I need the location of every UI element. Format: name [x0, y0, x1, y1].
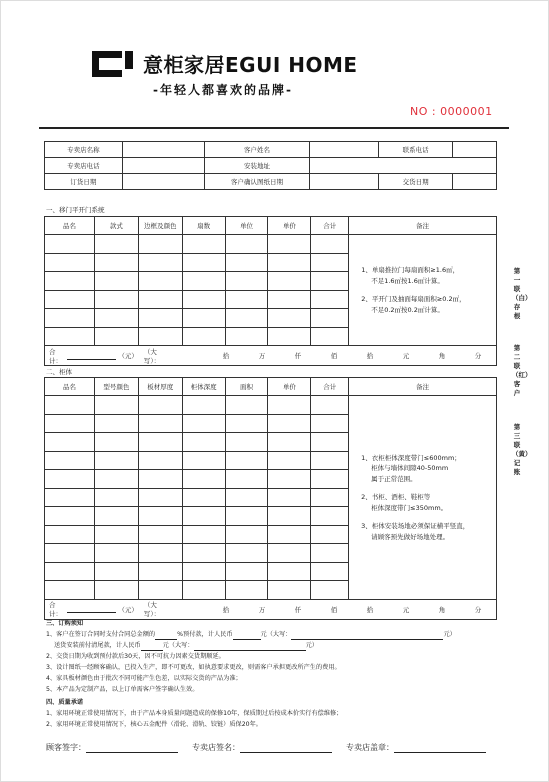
total-unit-label: 分 — [474, 352, 482, 360]
total-unit-label: 拾 — [366, 605, 374, 614]
column-header: 单位 — [225, 217, 268, 235]
drawing-date-label: 客户确认图纸日期 — [204, 174, 310, 190]
table-cell[interactable] — [311, 272, 349, 291]
delivery-date-label: 交货日期 — [379, 174, 453, 190]
table-cell[interactable] — [225, 451, 268, 470]
column-header: 合计 — [311, 217, 349, 235]
total-unit-label: 元 — [402, 605, 410, 614]
table-cell[interactable] — [94, 525, 138, 544]
table-cell[interactable] — [182, 414, 225, 433]
table-cell[interactable] — [268, 451, 311, 470]
term-1-text: 元） — [443, 631, 456, 638]
column-header: 扇数 — [182, 217, 225, 235]
address-label: 安装地址 — [204, 158, 310, 174]
term-3: 3、设计图纸一经顾客确认，已投入生产，即不可更改，如执意要求更改，则需客户承担更改所产生的费用。 — [46, 664, 341, 671]
table-cell[interactable] — [94, 544, 138, 563]
total-yuan-label: （元） — [118, 352, 138, 360]
cabinet-table — [44, 377, 497, 620]
balance-amount-field[interactable] — [141, 643, 163, 651]
table-cell[interactable] — [268, 544, 311, 563]
column-header: 边框及颜色 — [138, 217, 182, 235]
table-cell[interactable] — [268, 235, 311, 254]
table-cell[interactable] — [94, 290, 138, 309]
table-cell[interactable] — [138, 414, 182, 433]
table-cell[interactable] — [268, 253, 311, 272]
term-1-cont — [46, 640, 456, 651]
table-cell[interactable] — [268, 414, 311, 433]
store-seal-field[interactable] — [394, 743, 486, 753]
customer-info-table — [44, 141, 497, 190]
table-row — [45, 235, 497, 254]
table-cell[interactable] — [45, 470, 95, 489]
table-row — [45, 396, 497, 415]
table-cell[interactable] — [182, 309, 225, 328]
total-units — [208, 605, 496, 614]
table-cell[interactable] — [311, 433, 349, 452]
table-cell[interactable] — [268, 433, 311, 452]
table-cell[interactable] — [225, 525, 268, 544]
table-cell[interactable] — [45, 414, 95, 433]
table-cell[interactable] — [225, 544, 268, 563]
info-row — [45, 174, 497, 190]
table-cell[interactable] — [311, 562, 349, 581]
info-row — [45, 142, 497, 158]
table-cell[interactable] — [268, 396, 311, 415]
table-cell[interactable] — [182, 562, 225, 581]
total-row — [45, 346, 497, 366]
table-cell[interactable] — [138, 433, 182, 452]
quality-1: 1、家用环境正常使用情况下，由于产品本身质量问题造成的保修10年，保质期过后按成本价实行有偿维修； — [46, 710, 343, 717]
table-cell[interactable] — [268, 470, 311, 489]
table-cell[interactable] — [94, 470, 138, 489]
customer-name-label: 客户姓名 — [204, 142, 310, 158]
table-cell[interactable] — [311, 290, 349, 309]
total-cell — [45, 599, 497, 619]
side-label-customer: 第二联（红）客户 — [512, 344, 532, 397]
total-unit-label: 仟 — [294, 352, 302, 360]
header-divider — [39, 127, 509, 129]
table-cell[interactable] — [138, 309, 182, 328]
table-cell[interactable] — [138, 327, 182, 346]
customer-name-field[interactable] — [310, 142, 379, 158]
total-unit-label: 万 — [258, 605, 266, 614]
table-cell[interactable] — [94, 581, 138, 600]
table-cell[interactable] — [45, 525, 95, 544]
table-cell[interactable] — [225, 562, 268, 581]
table-cell[interactable] — [268, 507, 311, 526]
remark-line: 不足0.2㎡按0.2㎡计算。 — [371, 305, 444, 314]
table-cell[interactable] — [138, 544, 182, 563]
table-cell[interactable] — [182, 544, 225, 563]
table-cell[interactable] — [45, 433, 95, 452]
total-row — [45, 599, 497, 619]
table-cell[interactable] — [311, 235, 349, 254]
table-cell[interactable] — [311, 507, 349, 526]
remark-line: 柜体与墙体间隙40-50mm — [371, 464, 449, 472]
table-cell[interactable] — [45, 451, 95, 470]
table-cell[interactable] — [311, 253, 349, 272]
table-cell[interactable] — [225, 309, 268, 328]
terms-title: 三、订购须知 — [46, 620, 84, 627]
term-1-text: 送货安装前付清尾款，计人民币 — [54, 642, 141, 649]
table-cell[interactable] — [225, 327, 268, 346]
remark-line: 1、单扇推拉门每扇面积≥1.6㎡， — [361, 266, 460, 274]
term-1-text: 元（大写： — [162, 642, 194, 649]
deposit-daxie-field[interactable] — [291, 632, 443, 640]
term-2: 2、交货日期为收到预付款后30天，因不可抗力因素交货期顺延。 — [46, 653, 225, 660]
table-cell[interactable] — [225, 414, 268, 433]
remark-line: 1、衣柜柜体深度带门≤600mm； — [361, 453, 461, 462]
store-name-field[interactable] — [122, 142, 204, 158]
table-cell[interactable] — [225, 272, 268, 291]
term-4: 4、家具板材颜色由于批次不同可能产生色差，以实际交货的产品为准； — [46, 675, 242, 682]
table-cell[interactable] — [268, 525, 311, 544]
table-cell[interactable] — [94, 272, 138, 291]
total-unit-label: 拾 — [366, 352, 374, 360]
table-cell[interactable] — [138, 525, 182, 544]
table-cell[interactable] — [94, 507, 138, 526]
table-cell[interactable] — [94, 396, 138, 415]
term-1-text: 元（大写： — [260, 631, 292, 638]
table-cell[interactable] — [45, 327, 95, 346]
table-cell[interactable] — [311, 327, 349, 346]
table-cell[interactable] — [45, 396, 95, 415]
table-cell[interactable] — [94, 433, 138, 452]
total-unit-label: 佰 — [330, 605, 338, 614]
balance-daxie-field[interactable] — [194, 643, 306, 651]
order-terms — [46, 618, 456, 730]
total-cell — [45, 346, 497, 366]
table-cell[interactable] — [45, 507, 95, 526]
table-cell[interactable] — [94, 327, 138, 346]
deposit-amount-field[interactable] — [233, 632, 261, 640]
column-header: 单价 — [268, 217, 311, 235]
total-unit-label: 分 — [474, 605, 482, 614]
phone-label: 联系电话 — [379, 142, 453, 158]
brand-slogan: -年轻人都喜欢的品牌- — [153, 83, 293, 97]
table-cell[interactable] — [268, 272, 311, 291]
total-unit-label: 角 — [438, 352, 446, 360]
table-cell[interactable] — [45, 253, 95, 272]
order-date-label: 订货日期 — [45, 174, 123, 190]
serial-number: NO : 0000001 — [410, 105, 493, 118]
table-cell[interactable] — [94, 235, 138, 254]
table-cell[interactable] — [225, 433, 268, 452]
column-header: 单价 — [268, 378, 311, 396]
remark-line: 属于正常范围。 — [371, 474, 417, 483]
table-cell[interactable] — [138, 470, 182, 489]
table-cell[interactable] — [182, 253, 225, 272]
quality-2: 2、家用环境正常使用情况下，核心五金配件（滑轮、滑轨、铰链）质保20年。 — [46, 721, 262, 728]
remark-line: 3、柜体安装场地必须保证横平竖直， — [361, 522, 470, 530]
table-cell[interactable] — [182, 470, 225, 489]
remark-line: 不足1.6㎡按1.6㎡计算。 — [371, 276, 444, 285]
column-header: 板材厚度 — [138, 378, 182, 396]
customer-sign-field[interactable] — [86, 743, 178, 753]
table-cell[interactable] — [45, 488, 95, 507]
table-cell[interactable] — [138, 272, 182, 291]
remark-line: 请顾客预先做好场地处理。 — [371, 532, 450, 541]
total-label: 合计： — [49, 347, 62, 365]
table-cell[interactable] — [182, 451, 225, 470]
table-cell[interactable] — [45, 562, 95, 581]
table-cell[interactable] — [311, 544, 349, 563]
table-cell[interactable] — [268, 581, 311, 600]
table-cell[interactable] — [182, 525, 225, 544]
table-cell[interactable] — [225, 488, 268, 507]
total-unit-label: 佰 — [330, 352, 338, 360]
table-cell[interactable] — [182, 327, 225, 346]
table-cell[interactable] — [94, 488, 138, 507]
column-header: 款式 — [94, 217, 138, 235]
section1-title: 一、移门平开门系统 — [46, 206, 105, 214]
total-unit-label: 拾 — [222, 352, 230, 360]
door-system-table — [44, 216, 497, 366]
table-cell[interactable] — [311, 451, 349, 470]
table-cell[interactable] — [311, 488, 349, 507]
table-cell[interactable] — [225, 470, 268, 489]
deposit-percent-field[interactable] — [155, 632, 177, 640]
table-cell[interactable] — [94, 309, 138, 328]
table-cell[interactable] — [138, 451, 182, 470]
drawing-date-field[interactable] — [310, 174, 379, 190]
remark-line: 2、平开门及抽面每扇面积≥0.2㎡， — [361, 295, 466, 303]
term-5: 5、本产品为定制产品，以上订单需客户签字确认生效。 — [46, 686, 199, 693]
table-cell[interactable] — [138, 396, 182, 415]
remarks-cell — [349, 235, 497, 346]
column-header: 合计 — [311, 378, 349, 396]
table-cell[interactable] — [311, 525, 349, 544]
table-cell[interactable] — [138, 488, 182, 507]
table-cell[interactable] — [94, 414, 138, 433]
total-unit-label: 元 — [402, 352, 410, 360]
table-cell[interactable] — [138, 253, 182, 272]
column-header: 面积 — [225, 378, 268, 396]
table-cell[interactable] — [138, 581, 182, 600]
store-sign-label: 专卖店签名： — [192, 743, 240, 752]
total-unit-label: 仟 — [294, 605, 302, 614]
side-label-accounting: 第三联（黄）记账 — [512, 423, 532, 476]
store-seal-label: 专卖店盖章： — [346, 743, 394, 752]
store-phone-field[interactable] — [122, 158, 204, 174]
table-cell[interactable] — [45, 581, 95, 600]
table-cell[interactable] — [45, 235, 95, 254]
table-cell[interactable] — [311, 414, 349, 433]
total-daxie-label: （大写）： — [143, 347, 161, 365]
signature-row — [46, 742, 486, 753]
table-cell[interactable] — [311, 470, 349, 489]
table-cell[interactable] — [45, 272, 95, 291]
side-label-stub: 第一联（白）存根 — [512, 267, 532, 320]
column-header: 柜体深度 — [182, 378, 225, 396]
customer-sign-label: 顾客签字： — [46, 743, 86, 752]
table-cell[interactable] — [182, 433, 225, 452]
total-amount-field[interactable] — [67, 352, 116, 360]
table-cell[interactable] — [225, 290, 268, 309]
table-cell[interactable] — [311, 581, 349, 600]
table-cell[interactable] — [268, 488, 311, 507]
phone-field[interactable] — [453, 142, 497, 158]
table-cell[interactable] — [182, 488, 225, 507]
column-header: 备注 — [349, 378, 497, 396]
table-header-row — [45, 378, 497, 396]
table-cell[interactable] — [268, 562, 311, 581]
order-date-field[interactable] — [122, 174, 204, 190]
term-1-text: 元） — [305, 642, 318, 649]
table-cell[interactable] — [182, 290, 225, 309]
term-1-text: 1、客户在签订合同时支付合同总金额的 — [46, 631, 156, 638]
table-cell[interactable] — [268, 309, 311, 328]
brand-name: 意柜家居EGUI HOME — [143, 53, 358, 77]
table-cell[interactable] — [311, 396, 349, 415]
table-cell[interactable] — [225, 253, 268, 272]
table-cell[interactable] — [94, 562, 138, 581]
remark-line: 柜体深度带门≤350mm。 — [371, 503, 448, 512]
term-1 — [46, 629, 456, 640]
table-cell[interactable] — [138, 290, 182, 309]
address-field[interactable] — [310, 158, 497, 174]
table-cell[interactable] — [268, 290, 311, 309]
column-header: 品名 — [45, 378, 95, 396]
table-cell[interactable] — [225, 507, 268, 526]
delivery-date-field[interactable] — [453, 174, 497, 190]
table-cell[interactable] — [94, 253, 138, 272]
store-name-label: 专卖店名称 — [45, 142, 123, 158]
info-row — [45, 158, 497, 174]
table-cell[interactable] — [182, 396, 225, 415]
table-cell[interactable] — [225, 396, 268, 415]
store-sign-field[interactable] — [240, 743, 332, 753]
total-unit-label: 拾 — [222, 605, 230, 614]
remark-line: 2、书柜、酒柜、鞋柜等 — [361, 493, 431, 501]
table-cell[interactable] — [45, 290, 95, 309]
quality-title: 四、质量承诺 — [46, 699, 84, 706]
table-cell[interactable] — [225, 581, 268, 600]
table-cell[interactable] — [94, 451, 138, 470]
total-yuan-label: （元） — [118, 605, 138, 614]
table-cell[interactable] — [138, 235, 182, 254]
total-unit-label: 万 — [258, 352, 266, 360]
table-cell[interactable] — [182, 581, 225, 600]
column-header: 型号颜色 — [94, 378, 138, 396]
store-phone-label: 专卖店电话 — [45, 158, 123, 174]
table-cell[interactable] — [138, 562, 182, 581]
total-unit-label: 角 — [438, 605, 446, 614]
table-cell[interactable] — [225, 235, 268, 254]
egui-logo-icon — [92, 51, 138, 77]
table-cell[interactable] — [182, 235, 225, 254]
table-cell[interactable] — [182, 272, 225, 291]
total-units — [208, 351, 496, 360]
table-cell[interactable] — [268, 327, 311, 346]
total-daxie-label: （大写）： — [143, 601, 161, 618]
brand-logo — [92, 49, 358, 78]
total-amount-field[interactable] — [67, 605, 116, 613]
column-header: 备注 — [349, 217, 497, 235]
table-cell[interactable] — [45, 309, 95, 328]
table-cell[interactable] — [45, 544, 95, 563]
table-header-row — [45, 217, 497, 235]
table-cell[interactable] — [182, 507, 225, 526]
column-header: 品名 — [45, 217, 95, 235]
table-cell[interactable] — [311, 309, 349, 328]
remarks-cell — [349, 396, 497, 600]
table-cell[interactable] — [138, 507, 182, 526]
total-label: 合计： — [49, 601, 62, 618]
term-1-text: %预付款，计人民币 — [177, 631, 233, 638]
section2-title: 二、柜体 — [46, 368, 72, 376]
